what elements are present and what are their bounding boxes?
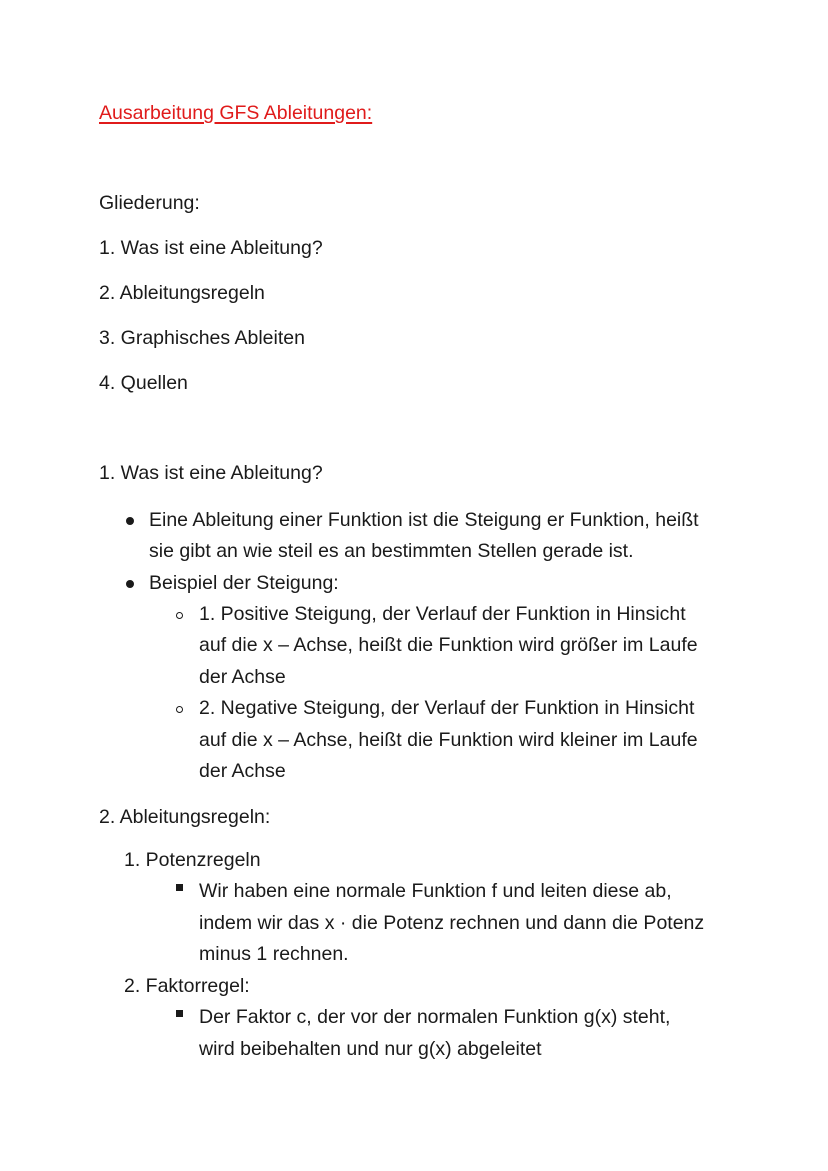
bullet-disc-icon: [126, 517, 134, 525]
section2-rule1-line2: indem wir das x · die Potenz rechnen und dann die Potenz: [199, 912, 705, 934]
section2-heading: 2. Ableitungsregeln:: [99, 806, 271, 828]
section1-sub2-line2: auf die x – Achse, heißt die Funktion wird kleiner im Laufe: [199, 729, 698, 751]
section1-sub1-line1: 1. Positive Steigung, der Verlauf der Funktion in Hinsicht: [199, 603, 686, 625]
section1-sub1-line2: auf die x – Achse, heißt die Funktion wird größer im Laufe: [199, 634, 698, 656]
bullet-disc-icon: [126, 580, 134, 588]
section2-rule2-title: 2. Faktorregel:: [124, 975, 250, 997]
section1-sub2-line3: der Achse: [199, 760, 286, 782]
section2-rule1-line3: minus 1 rechnen.: [199, 943, 349, 965]
outline-item-4: 4. Quellen: [99, 372, 188, 394]
section1-bullet2: Beispiel der Steigung:: [149, 572, 339, 594]
document-title: Ausarbeitung GFS Ableitungen:: [99, 102, 373, 124]
bullet-circle-icon: [176, 706, 183, 713]
section1-bullet1-line2: sie gibt an wie steil es an bestimmten Stellen gerade ist.: [149, 540, 634, 562]
section2-rule1-title: 1. Potenzregeln: [124, 849, 261, 871]
section1-heading: 1. Was ist eine Ableitung?: [99, 462, 323, 484]
outline-item-3: 3. Graphisches Ableiten: [99, 327, 305, 349]
section2-rule2-line2: wird beibehalten und nur g(x) abgeleitet: [199, 1038, 542, 1060]
outline-item-2: 2. Ableitungsregeln: [99, 282, 265, 304]
outline-heading: Gliederung:: [99, 192, 200, 214]
bullet-square-icon: [176, 1010, 183, 1017]
bullet-square-icon: [176, 884, 183, 891]
section1-sub1-line3: der Achse: [199, 666, 286, 688]
section1-bullet1-line1: Eine Ableitung einer Funktion ist die Steigung er Funktion, heißt: [149, 509, 699, 531]
section2-rule1-line1: Wir haben eine normale Funktion f und leiten diese ab,: [199, 880, 672, 902]
bullet-circle-icon: [176, 612, 183, 619]
section1-sub2-line1: 2. Negative Steigung, der Verlauf der Funktion in Hinsicht: [199, 697, 695, 719]
section2-rule2-line1: Der Faktor c, der vor der normalen Funktion g(x) steht,: [199, 1006, 671, 1028]
outline-item-1: 1. Was ist eine Ableitung?: [99, 237, 323, 259]
